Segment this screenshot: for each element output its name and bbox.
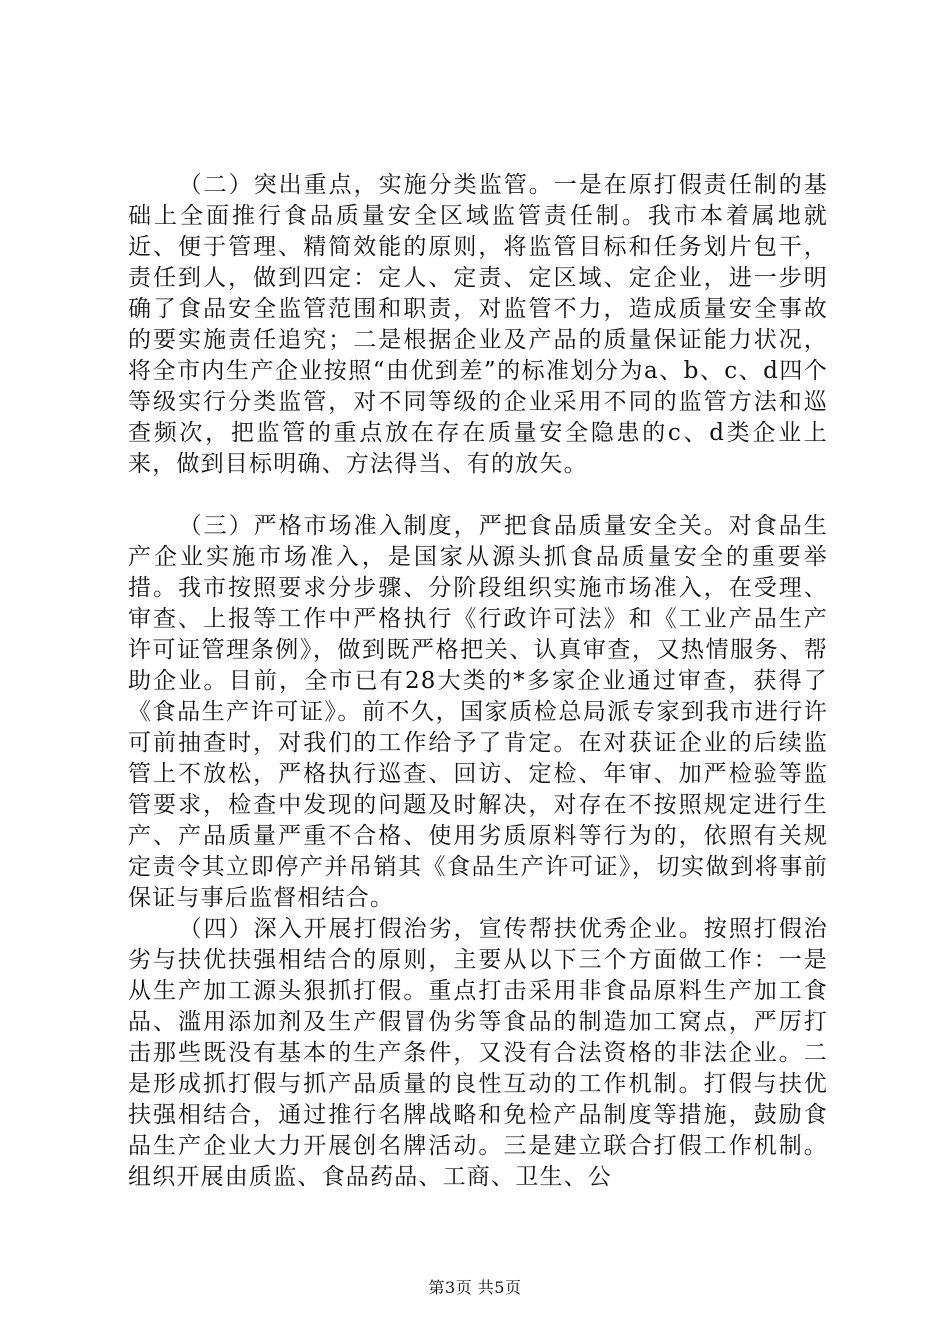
paragraph-section-4: （四）深入开展打假治劣，宣传帮扶优秀企业。按照打假治劣与扶优扶强相结合的原则，主要从以下三个方面做工作：一是从生产加工源头狠抓打假。重点打击采用非食品原料生产加工食品、滥用添加剂及生产假冒伪劣等食品的制造加工窝点，严厉打击那些既没有基本的生产条件，又没有合法资格的非法企业。二是形成抓打假与抓产品质量的良性互动的工作机制。打假与扶优扶强相结合，通过推行名牌战略和免检产品制度等措施，鼓励食品生产企业大力开展创名牌活动。三是建立联合打假工作机制。组织开展由质监、食品药品、工商、卫生、公 <box>128 916 828 1190</box>
paragraph-section-3: （三）严格市场准入制度，严把食品质量安全关。对食品生产企业实施市场准入，是国家从源头抓食品质量安全的重要举措。我市按照要求分步骤、分阶段组织实施市场准入，在受理、审查、上报等工作中严格执行《行政许可法》和《工业产品生产许可证管理条例》，做到既严格把关、认真审查，又热情服务、帮助企业。目前，全市已有28大类的*多家企业通过审查，获得了《食品生产许可证》。前不久，国家质检总局派专家到我市进行许可前抽查时，对我们的工作给予了肯定。在对获证企业的后续监管上不放松，严格执行巡查、回访、定检、年审、加严检验等监管要求，检查中发现的问题及时解决，对存在不按照规定进行生产、产品质量严重不合格、使用劣质原料等行为的，依照有关规定责令其立即停产并吊销其《食品生产许可证》，切实做到将事前保证与事后监督相结合。 <box>128 513 828 911</box>
document-body <box>128 170 828 1193</box>
page-footer: 第3页 共5页 <box>428 1278 522 1297</box>
paragraph-section-2: （二）突出重点，实施分类监管。一是在原打假责任制的基础上全面推行食品质量安全区域监管责任制。我市本着属地就近、便于管理、精简效能的原则，将监管目标和任务划片包干，责任到人，做到四定：定人、定责、定区域、定企业，进一步明确了食品安全监管范围和职责，对监管不力，造成质量安全事故的要实施责任追究；二是根据企业及产品的质量保证能力状况，将全市内生产企业按照“由优到差”的标准划分为a、b、c、d四个等级实行分类监管，对不同等级的企业采用不同的监管方法和巡查频次，把监管的重点放在存在质量安全隐患的c、d类企业上来，做到目标明确、方法得当、有的放矢。 <box>128 172 828 477</box>
